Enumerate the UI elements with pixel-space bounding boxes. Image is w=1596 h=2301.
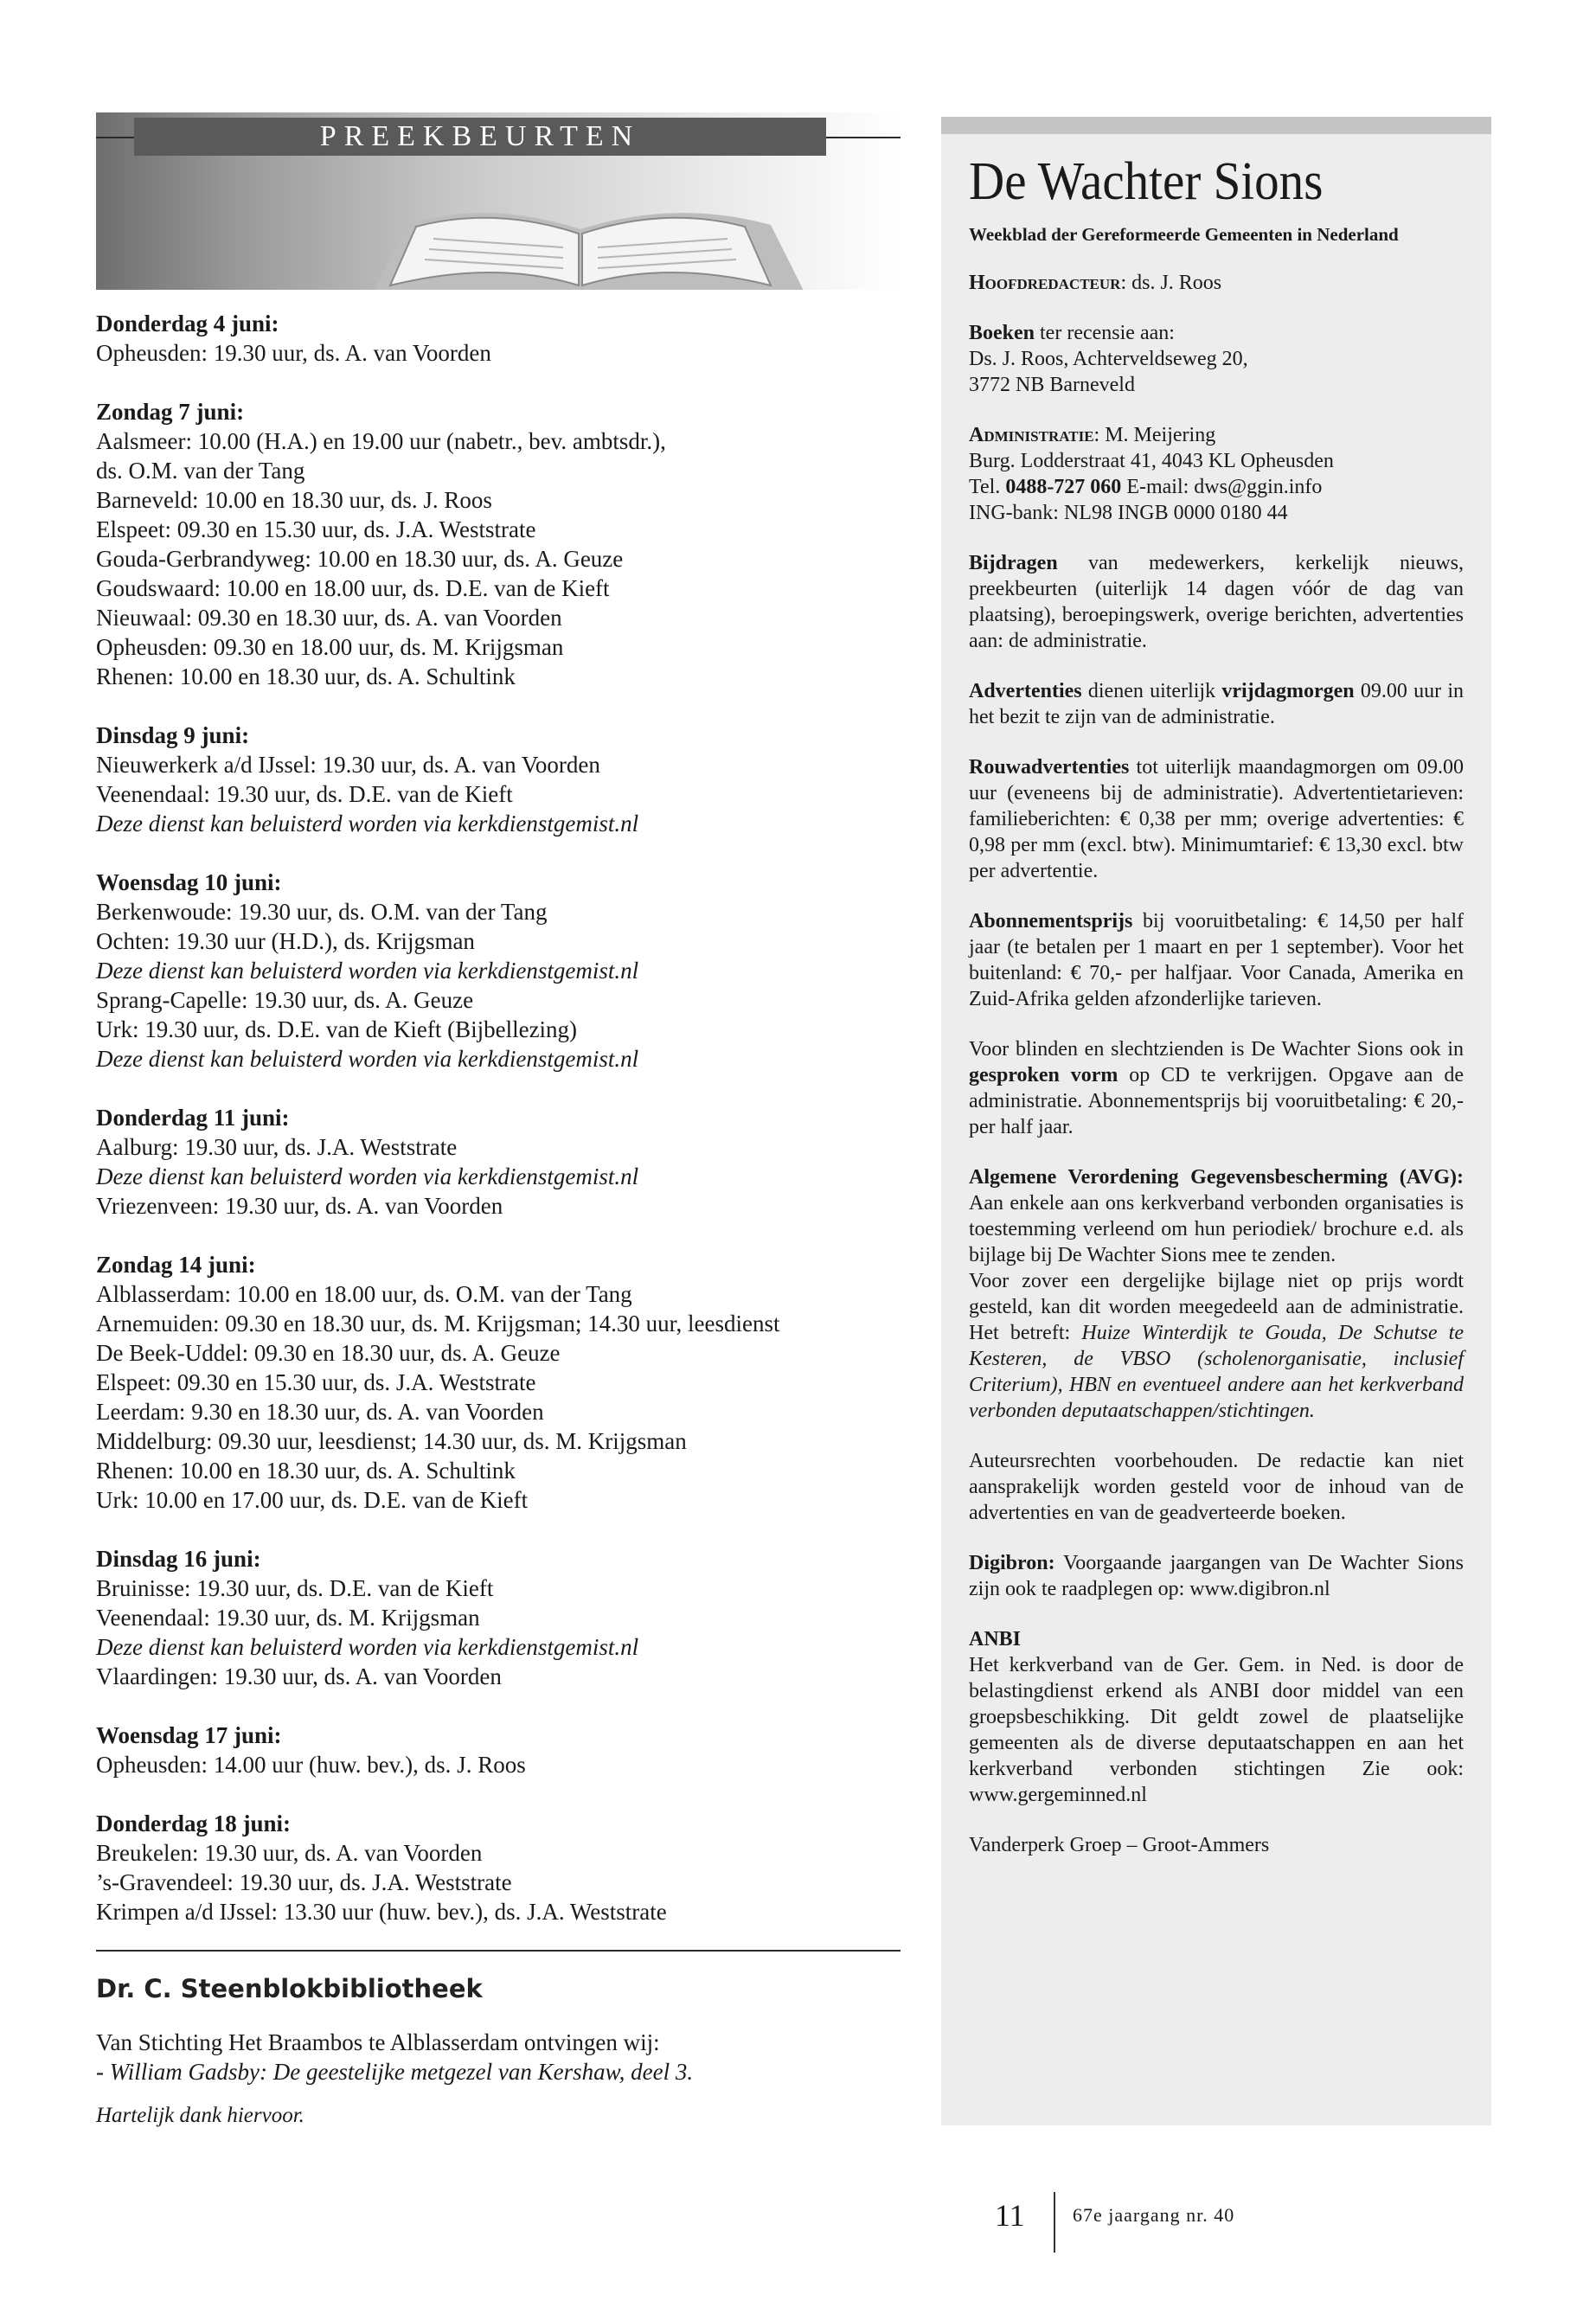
digibron-label: Digibron:: [969, 1552, 1055, 1574]
library-text: [96, 2028, 901, 2086]
anbi-text: Het kerkverband van de Ger. Gem. in Ned. is door de belastingdienst erkend als ANBI door middel van een groepsbeschikking. Dit geldt zowel de plaatselijke gemeenten als de diverse deputaatschappen en aan het kerkverband verbonden stichtingen Zie ook: www.gergeminned.nl: [969, 1654, 1464, 1806]
books-text: ter recensie aan:: [1035, 322, 1175, 344]
digibron-block: [969, 1550, 1464, 1602]
digibron-text: Voorgaande jaargangen van De Wachter Sions zijn ook te raadplegen op: www.digibron.nl: [969, 1552, 1464, 1600]
service-line: Elspeet: 09.30 en 15.30 uur, ds. J.A. Weststrate: [96, 516, 536, 542]
service-line: Veenendaal: 19.30 uur, ds. D.E. van de Kieft: [96, 781, 513, 807]
service-line: Opheusden: 19.30 uur, ds. A. van Voorden: [96, 340, 491, 366]
rights-block: Auteursrechten voorbehouden. De redactie kan niet aansprakelijk worden gesteld voor de inhoud van de advertenties en van de geadverteerde boeken.: [969, 1450, 1464, 1524]
broadcast-note: Deze dienst kan beluisterd worden via kerkdienstgemist.nl: [96, 1634, 639, 1660]
magazine-title: De Wachter Sions: [969, 152, 1324, 211]
masthead-panel: [941, 117, 1491, 2125]
service-line: Veenendaal: 19.30 uur, ds. M. Krijgsman: [96, 1605, 480, 1631]
blind-text2: op CD te verkrijgen. Opgave aan de administratie. Abonnementsprijs bij vooruitbetaling: € 20,- per half jaar.: [969, 1064, 1464, 1138]
service-line: Berkenwoude: 19.30 uur, ds. O.M. van der Tang: [96, 899, 548, 925]
left-column: [96, 112, 901, 1956]
books-block: [969, 320, 1464, 398]
banner-label: PREEKBEURTEN: [134, 118, 826, 156]
schedule-day-heading: Dinsdag 9 juni:: [96, 722, 250, 748]
schedule-day: [96, 868, 901, 1074]
broadcast-note: Deze dienst kan beluisterd worden via kerkdienstgemist.nl: [96, 1046, 639, 1072]
service-line: Vlaardingen: 19.30 uur, ds. A. van Voorden: [96, 1663, 502, 1689]
schedule-day-heading: Woensdag 17 juni:: [96, 1722, 282, 1748]
admin-label: Administratie: [969, 424, 1094, 446]
magazine-subtitle: Weekblad der Gereformeerde Gemeenten in Nederland: [969, 224, 1399, 245]
service-line: Middelburg: 09.30 uur, leesdienst; 14.30 uur, ds. M. Krijgsman: [96, 1428, 687, 1454]
schedule-day-heading: Dinsdag 16 juni:: [96, 1546, 261, 1572]
service-line: Goudswaard: 10.00 en 18.00 uur, ds. D.E. van de Kieft: [96, 575, 610, 601]
issue-info: 67e jaargang nr. 40: [1073, 2204, 1235, 2226]
preekbeurten-banner: [96, 112, 901, 290]
service-line: ds. O.M. van der Tang: [96, 458, 305, 484]
books-address-line1: Ds. J. Roos, Achterveldseweg 20,: [969, 348, 1248, 370]
service-line: Leerdam: 9.30 en 18.30 uur, ds. A. van Voorden: [96, 1399, 544, 1425]
ads-block: [969, 678, 1464, 730]
bank-account: ING-bank: NL98 INGB 0000 0180 44: [969, 502, 1288, 524]
printer-line: Vanderperk Groep – Groot-Ammers: [969, 1834, 1270, 1856]
schedule-day-heading: Donderdag 18 juni:: [96, 1811, 292, 1836]
ads-deadline: vrijdagmorgen: [1221, 680, 1355, 702]
editor-label: Hoofdredacteur: [969, 272, 1121, 294]
subscription-label: Abonnementsprijs: [969, 910, 1133, 933]
editor-block: [969, 270, 1464, 296]
ads-text1: dienen uiterlijk: [1081, 680, 1222, 702]
books-label: Boeken: [969, 322, 1035, 344]
subscription-text: bij vooruitbetaling: € 14,50 per half jaar (te betalen per 1 maart en per 1 september). Voor het buitenland: € 70,- per halfjaar. Voor Canada, Amerika en Zuid-Afrika gelden afzonderlijke tarieven.: [969, 910, 1464, 1010]
broadcast-note: Deze dienst kan beluisterd worden via kerkdienstgemist.nl: [96, 1163, 639, 1189]
service-line: Gouda-Gerbrandyweg: 10.00 en 18.30 uur, ds. A. Geuze: [96, 546, 624, 572]
service-line: Alblasserdam: 10.00 en 18.00 uur, ds. O.M. van der Tang: [96, 1281, 632, 1307]
schedule-day: [96, 309, 901, 368]
schedule-day: [96, 397, 901, 691]
schedule-day: [96, 1250, 901, 1515]
ads-text2: 09.00 uur in het bezit te zijn van de administratie.: [969, 680, 1464, 728]
service-line: Urk: 10.00 en 17.00 uur, ds. D.E. van de Kieft: [96, 1487, 529, 1513]
admin-value: : M. Meijering: [1093, 424, 1216, 446]
blind-bold: gesproken vorm: [969, 1064, 1118, 1086]
tel-prefix: Tel.: [969, 476, 1006, 498]
schedule-day-heading: Donderdag 11 juni:: [96, 1105, 290, 1131]
ads-label: Advertenties: [969, 680, 1082, 702]
library-title: Dr. C. Steenblokbibliotheek: [96, 1974, 483, 2003]
schedule-day: [96, 1721, 901, 1779]
service-line: Ochten: 19.30 uur (H.D.), ds. Krijgsman: [96, 928, 475, 954]
avg-text2: Voor zover een dergelijke bijlage niet op prijs wordt gesteld, kan dit worden meegedeeld aan de administratie. Het betreft:: [969, 1270, 1464, 1344]
avg-block: [969, 1164, 1464, 1424]
schedule-day-heading: Woensdag 10 juni:: [96, 869, 282, 895]
admin-address: Burg. Lodderstraat 41, 4043 KL Opheusden: [969, 450, 1334, 472]
anbi-block: [969, 1626, 1464, 1808]
schedule-day: [96, 721, 901, 838]
avg-italic: Huize Winterdijk te Gouda, De Schutse te Kesteren, de VBSO (scholenorganisatie, inclusief Criterium), HBN en eventueel andere aan het kerkverband verbonden deputaatschappen/stichtingen.: [969, 1322, 1464, 1422]
contrib-label: Bijdragen: [969, 552, 1058, 574]
mourning-label: Rouwadvertenties: [969, 756, 1130, 779]
footer-divider: [1054, 2192, 1055, 2253]
mourning-text: tot uiterlijk maandagmorgen om 09.00 uur (eveneens bij de administratie). Advertentietarieven: familieberichten: € 0,38 per mm; overige advertenties: € 0,98 per mm (excl. btw). Minimumtarief: € 13,30 excl. btw per advertentie.: [969, 756, 1464, 882]
sermon-schedule: [96, 309, 901, 1926]
open-book-icon: [356, 164, 805, 290]
books-address-line2: 3772 NB Barneveld: [969, 374, 1135, 396]
service-line: Urk: 19.30 uur, ds. D.E. van de Kieft (Bijbellezing): [96, 1016, 578, 1042]
blind-text1: Voor blinden en slechtzienden is De Wachter Sions ook in: [969, 1038, 1464, 1061]
service-line: Breukelen: 19.30 uur, ds. A. van Voorden: [96, 1840, 483, 1866]
schedule-day-heading: Zondag 14 juni:: [96, 1252, 256, 1278]
avg-label: Algemene Verordening Gegevensbescherming (AVG):: [969, 1166, 1464, 1189]
service-line: Barneveld: 10.00 en 18.30 uur, ds. J. Roos: [96, 487, 492, 513]
editor-value: : ds. J. Roos: [1120, 272, 1222, 294]
schedule-day: [96, 1544, 901, 1691]
service-line: Bruinisse: 19.30 uur, ds. D.E. van de Kieft: [96, 1575, 494, 1601]
service-line: Elspeet: 09.30 en 15.30 uur, ds. J.A. Weststrate: [96, 1369, 536, 1395]
anbi-label: ANBI: [969, 1628, 1022, 1650]
service-line: Vriezenveen: 19.30 uur, ds. A. van Voorden: [96, 1193, 503, 1219]
library-rule: [96, 1950, 901, 1952]
service-line: Rhenen: 10.00 en 18.30 uur, ds. A. Schultink: [96, 663, 516, 689]
tel-email: E-mail: dws@ggin.info: [1121, 476, 1323, 498]
service-line: Rhenen: 10.00 en 18.30 uur, ds. A. Schultink: [96, 1458, 516, 1484]
blind-block: [969, 1036, 1464, 1140]
schedule-day: [96, 1103, 901, 1221]
page-number: 11: [995, 2198, 1025, 2233]
page-footer: [0, 2197, 1596, 2249]
schedule-day-heading: Zondag 7 juni:: [96, 399, 245, 425]
contrib-text: van medewerkers, kerkelijk nieuws, preekbeurten (uiterlijk 14 dagen vóór de dag van plaatsing), beroepingswerk, overige berichten, advertenties aan: de administratie.: [969, 552, 1464, 652]
service-line: ’s-Gravendeel: 19.30 uur, ds. J.A. Weststrate: [96, 1869, 512, 1895]
service-line: Aalburg: 19.30 uur, ds. J.A. Weststrate: [96, 1134, 458, 1160]
library-item: - William Gadsby: De geestelijke metgezel van Kershaw, deel 3.: [96, 2059, 694, 2085]
service-line: Sprang-Capelle: 19.30 uur, ds. A. Geuze: [96, 987, 474, 1013]
library-section: [96, 1950, 901, 2128]
contrib-block: [969, 550, 1464, 654]
schedule-day: [96, 1809, 901, 1926]
schedule-day-heading: Donderdag 4 juni:: [96, 311, 279, 336]
avg-text: Aan enkele aan ons kerkverband verbonden organisaties is toestemming verleend om hun periodiek/ brochure e.d. als bijlage bij De Wachter Sions mee te zenden.: [969, 1192, 1464, 1266]
service-line: Arnemuiden: 09.30 en 18.30 uur, ds. M. Krijgsman; 14.30 uur, leesdienst: [96, 1311, 780, 1336]
library-thanks: Hartelijk dank hiervoor.: [96, 2104, 304, 2127]
broadcast-note: Deze dienst kan beluisterd worden via kerkdienstgemist.nl: [96, 811, 639, 836]
service-line: Opheusden: 09.30 en 18.00 uur, ds. M. Krijgsman: [96, 634, 564, 660]
service-line: Nieuwaal: 09.30 en 18.30 uur, ds. A. van Voorden: [96, 605, 562, 631]
tel-number: 0488-727 060: [1005, 476, 1122, 498]
broadcast-note: Deze dienst kan beluisterd worden via kerkdienstgemist.nl: [96, 958, 639, 984]
library-intro: Van Stichting Het Braambos te Alblasserdam ontvingen wij:: [96, 2029, 660, 2055]
mourning-block: [969, 754, 1464, 884]
admin-block: [969, 422, 1464, 526]
service-line: Aalsmeer: 10.00 (H.A.) en 19.00 uur (nabetr., bev. ambtsdr.),: [96, 428, 666, 454]
service-line: Nieuwerkerk a/d IJssel: 19.30 uur, ds. A. van Voorden: [96, 752, 600, 778]
subscription-block: [969, 908, 1464, 1012]
service-line: Opheusden: 14.00 uur (huw. bev.), ds. J. Roos: [96, 1752, 526, 1778]
service-line: De Beek-Uddel: 09.30 en 18.30 uur, ds. A. Geuze: [96, 1340, 561, 1366]
service-line: Krimpen a/d IJssel: 13.30 uur (huw. bev.), ds. J.A. Weststrate: [96, 1899, 667, 1925]
